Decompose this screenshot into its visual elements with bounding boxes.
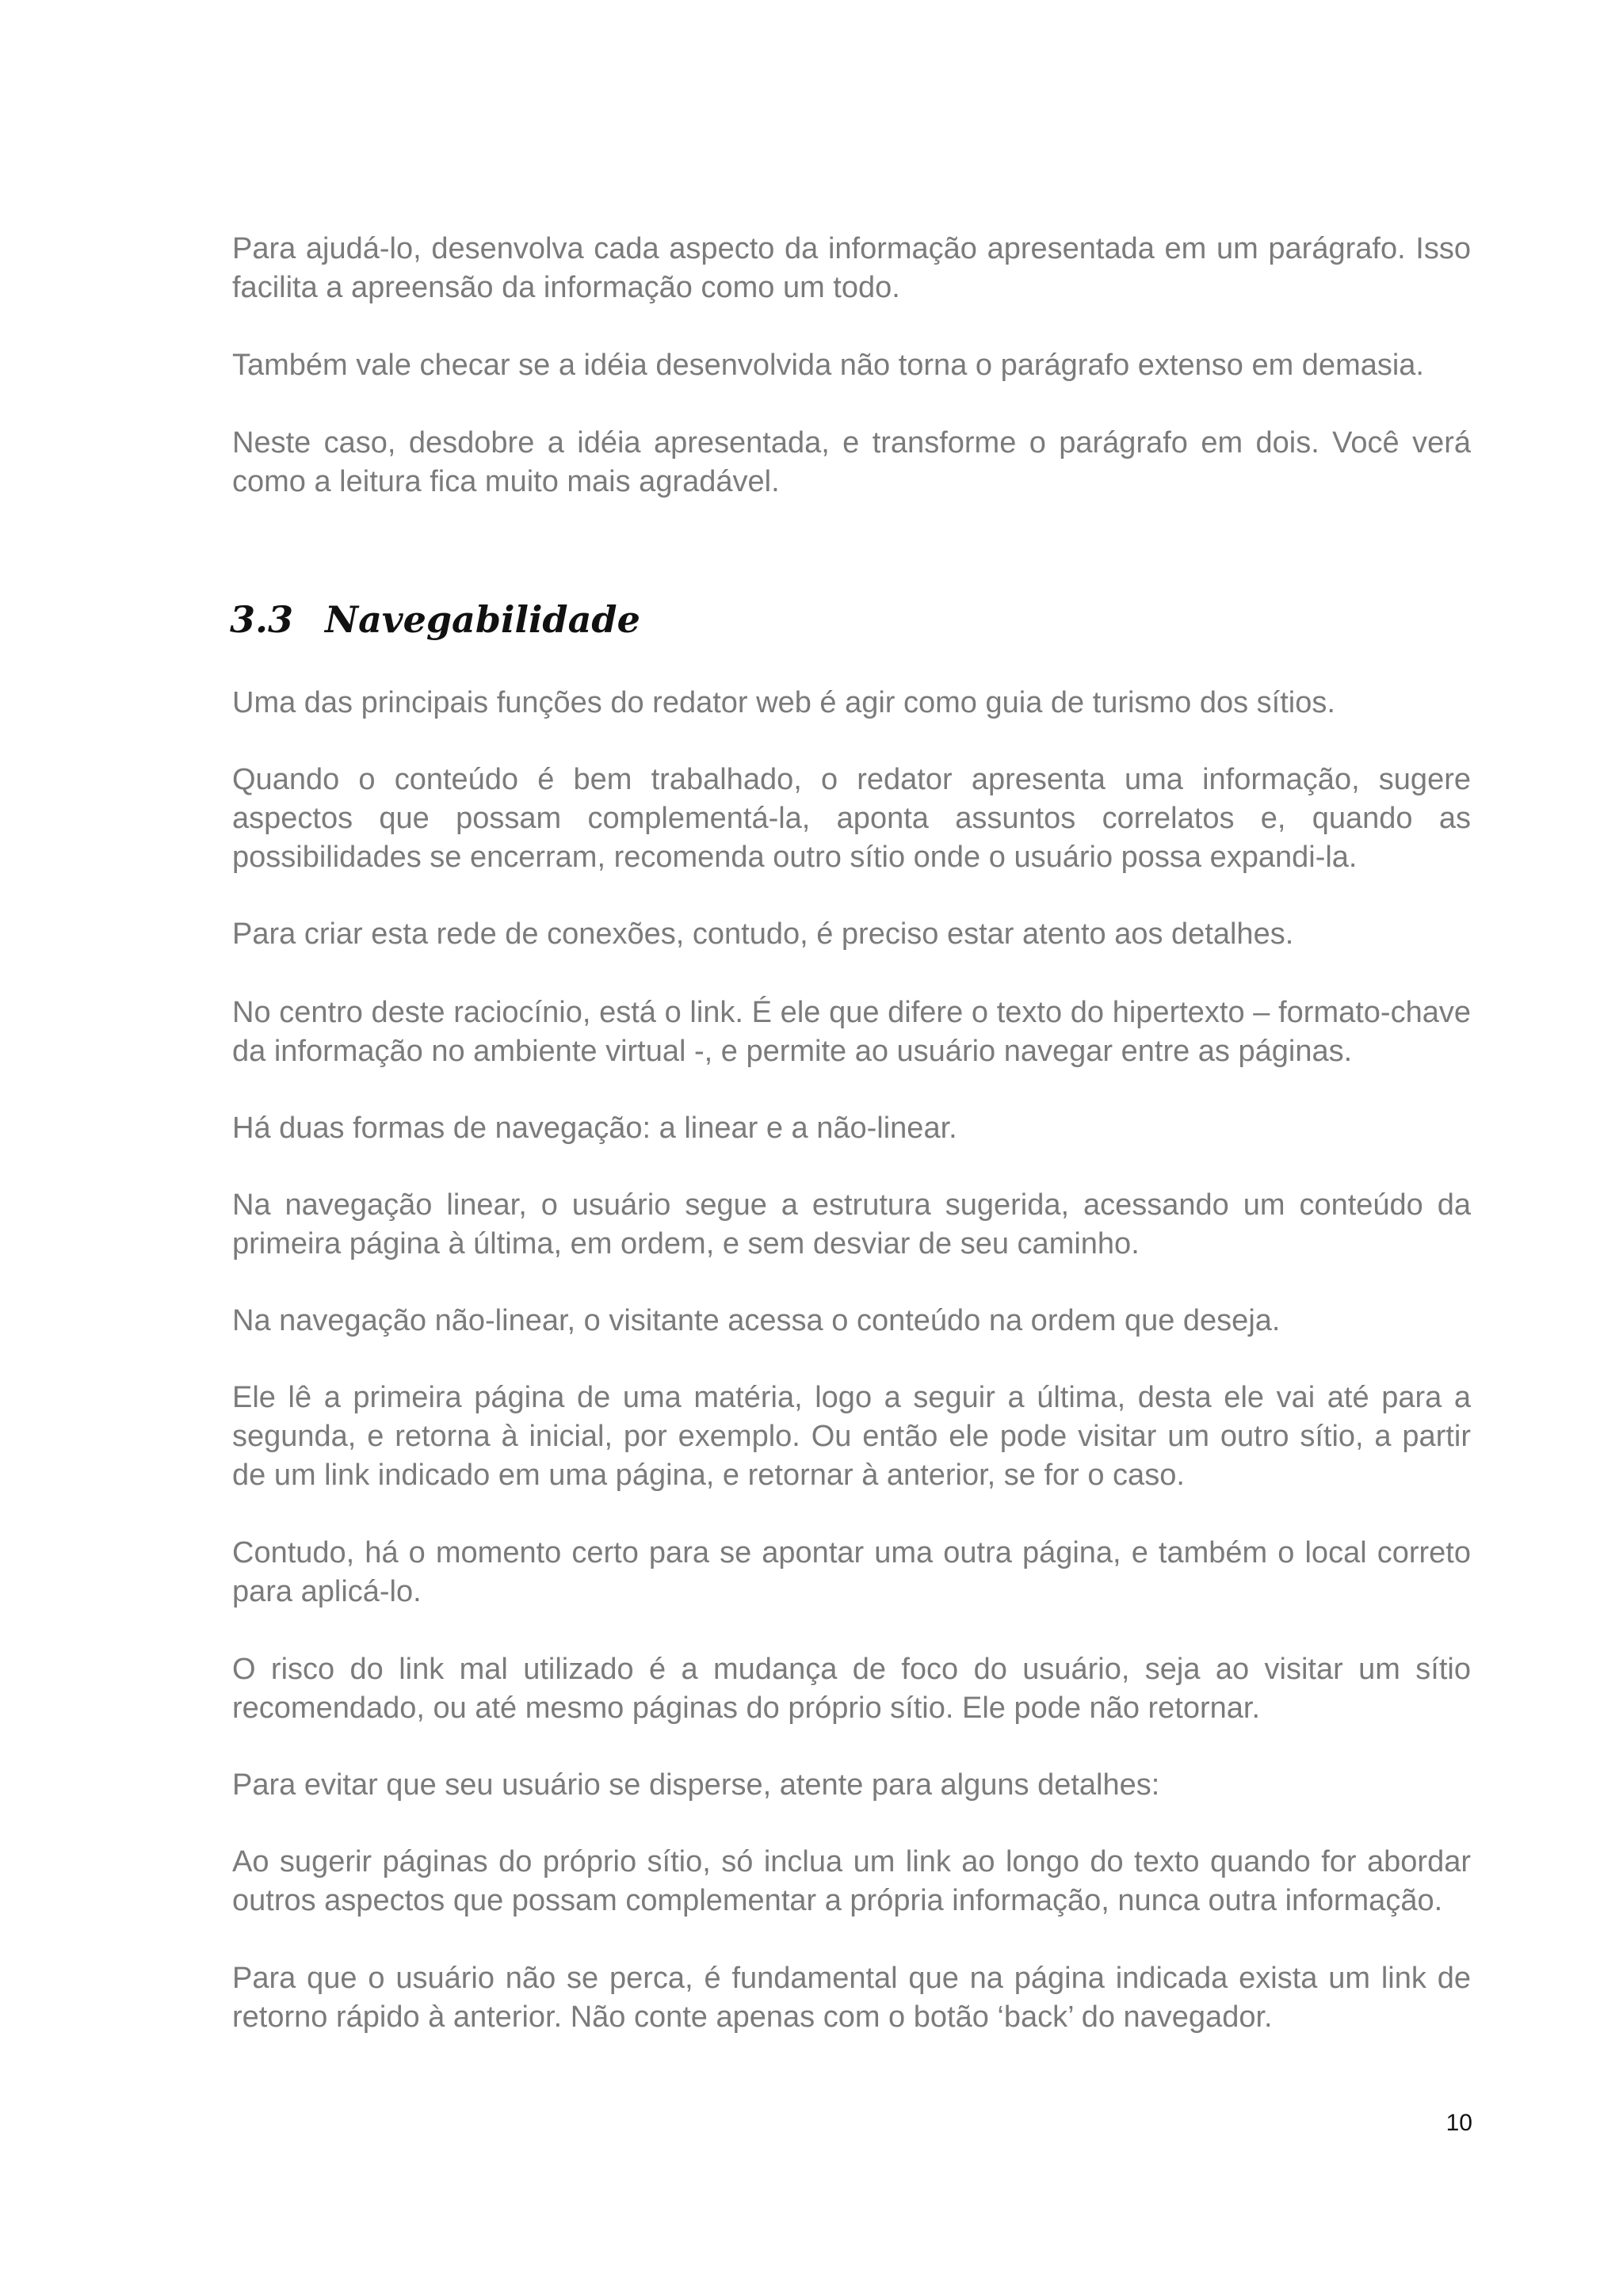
paragraph: Para ajudá-lo, desenvolva cada aspecto da informação apresentada em um parágrafo. Isso facilita a apreensão da informação como um todo.	[232, 232, 1471, 304]
paragraph: Na navegação não-linear, o visitante acessa o conteúdo na ordem que deseja.	[232, 1304, 1281, 1337]
paragraph: Na navegação linear, o usuário segue a estrutura sugerida, acessando um conteúdo da primeira página à última, em ordem, e sem desviar de seu caminho.	[232, 1188, 1471, 1261]
paragraph: Quando o conteúdo é bem trabalhado, o redator apresenta uma informação, sugere aspectos que possam complementá-la, aponta assuntos correlatos e, quando as possibilidades se encerram, recomenda outro sítio onde o usuário possa expandi-la.	[232, 763, 1471, 874]
paragraph: Há duas formas de navegação: a linear e a não-linear.	[232, 1112, 957, 1145]
page-number: 10	[1445, 2110, 1472, 2136]
paragraph: O risco do link mal utilizado é a mudança de foco do usuário, seja ao visitar um sítio recomendado, ou até mesmo páginas do próprio sítio. Ele pode não retornar.	[232, 1653, 1471, 1725]
paragraph: Ele lê a primeira página de uma matéria, logo a seguir a última, desta ele vai até para a segunda, e retorna à inicial, por exemplo. Ou então ele pode visitar um outro sítio, a partir de um link indicado em uma página, e retornar à anterior, se for o caso.	[232, 1381, 1471, 1492]
paragraph: Para criar esta rede de conexões, contudo, é preciso estar atento aos detalhes.	[232, 917, 1294, 951]
paragraph: Contudo, há o momento certo para se apontar uma outra página, e também o local correto para aplicá-lo.	[232, 1536, 1471, 1608]
paragraph: Ao sugerir páginas do próprio sítio, só inclua um link ao longo do texto quando for abordar outros aspectos que possam complementar a própria informação, nunca outra informação.	[232, 1845, 1471, 1917]
section-number: 3.3	[230, 598, 294, 641]
paragraph: Para evitar que seu usuário se disperse, atente para alguns detalhes:	[232, 1768, 1160, 1802]
section-title: Navegabilidade	[325, 598, 640, 641]
paragraph: Para que o usuário não se perca, é fundamental que na página indicada exista um link de retorno rápido à anterior. Não conte apenas com o botão ‘back’ do navegador.	[232, 1962, 1471, 2034]
paragraph: No centro deste raciocínio, está o link. É ele que difere o texto do hipertexto – formato-chave da informação no ambiente virtual -, e permite ao usuário navegar entre as páginas.	[232, 996, 1471, 1068]
paragraph: Uma das principais funções do redator web é agir como guia de turismo dos sítios.	[232, 686, 1335, 719]
section-heading	[230, 596, 640, 643]
paragraph: Também vale checar se a idéia desenvolvida não torna o parágrafo extenso em demasia.	[232, 349, 1424, 382]
paragraph: Neste caso, desdobre a idéia apresentada, e transforme o parágrafo em dois. Você verá como a leitura fica muito mais agradável.	[232, 426, 1471, 498]
